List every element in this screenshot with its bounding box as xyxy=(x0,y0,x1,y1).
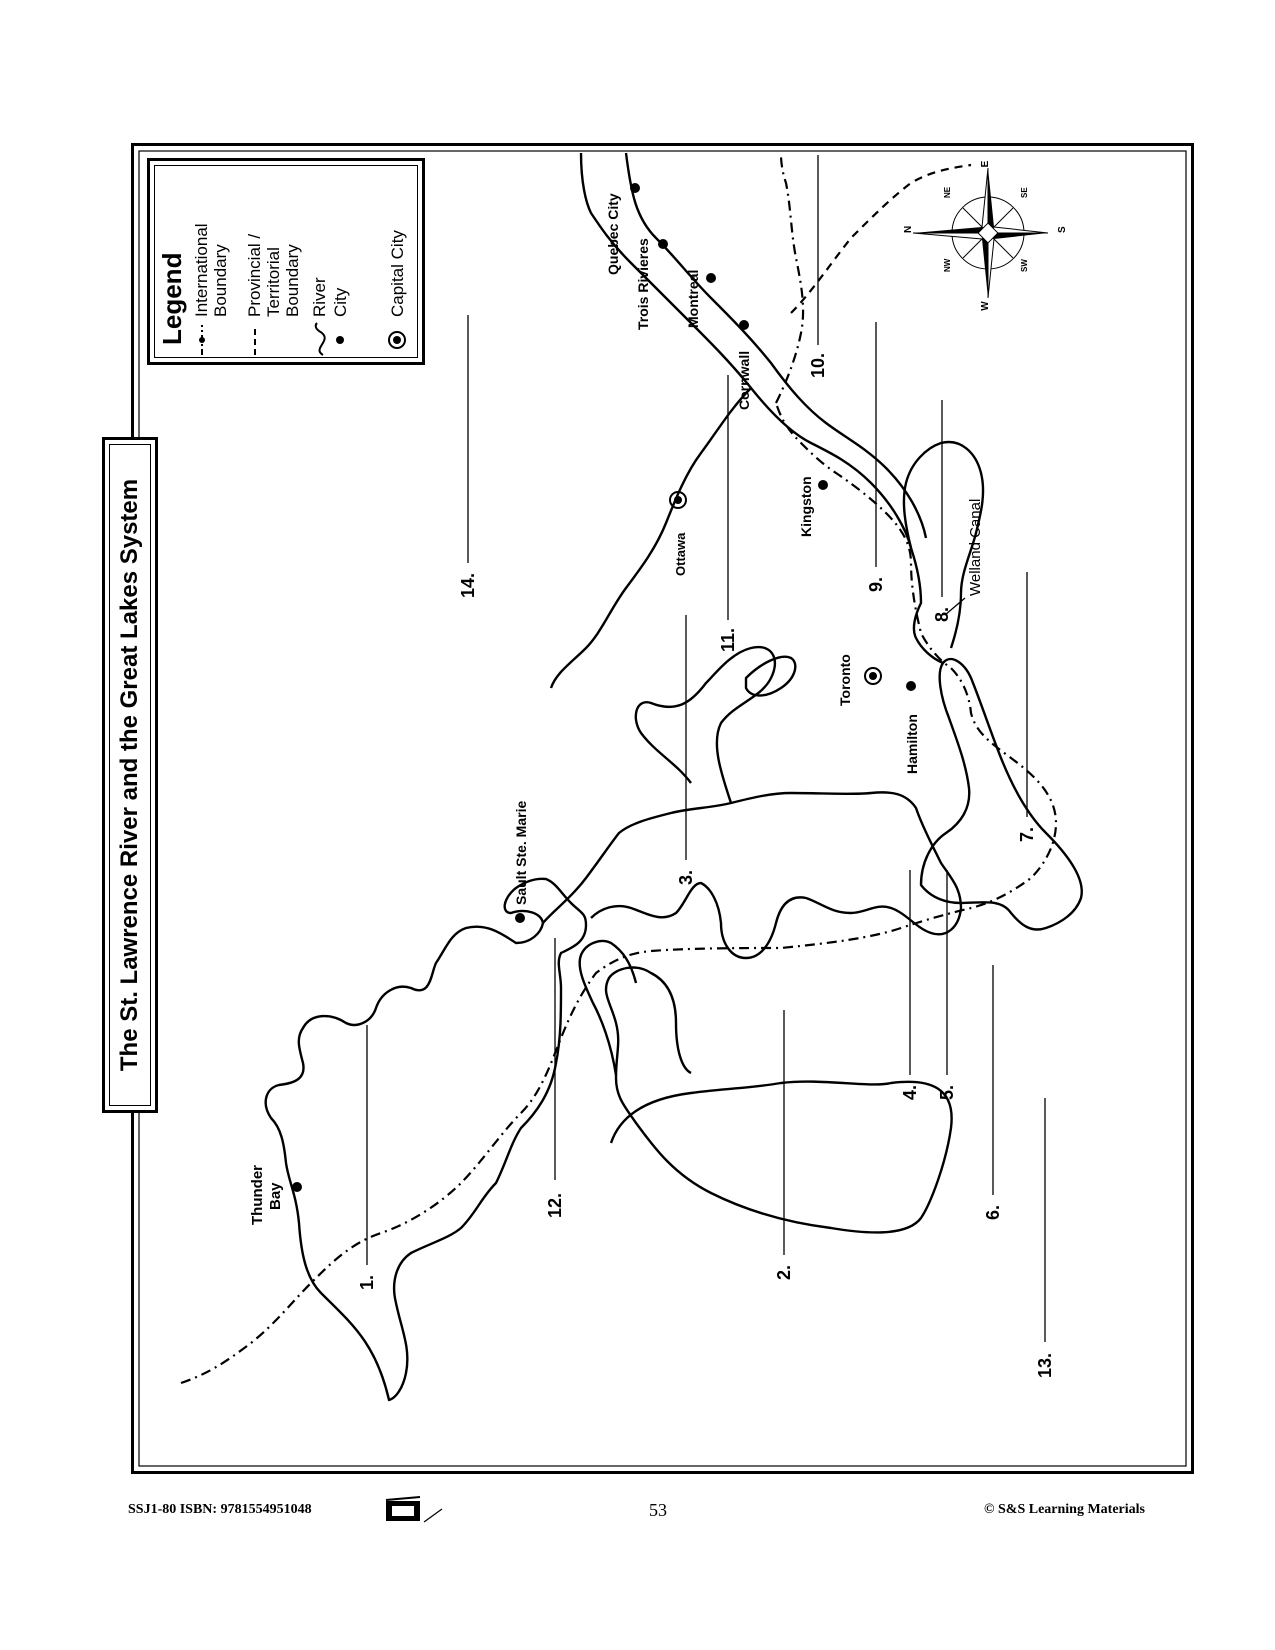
quebec-city-label: Quebec City xyxy=(605,193,621,275)
legend-capital-label: Capital City xyxy=(388,230,407,317)
thunder-bay-label-1: Thunder xyxy=(249,1165,266,1225)
quebec-city-marker xyxy=(630,183,640,193)
blank-14-number: 14. xyxy=(458,572,478,598)
kingston-marker xyxy=(818,480,828,490)
blank-6-number: 6. xyxy=(983,1204,1003,1220)
footer-copyright: © S&S Learning Materials xyxy=(984,1502,1145,1517)
blank-13-number: 13. xyxy=(1035,1352,1055,1378)
welland-canal-label: Welland Canal xyxy=(967,498,984,596)
blank-5-number: 5. xyxy=(937,1084,957,1100)
trois-rivieres-label: Trois Rivieres xyxy=(635,238,651,330)
compass-w: W xyxy=(980,301,991,311)
ottawa-label: Ottawa xyxy=(673,532,688,576)
blank-4-number: 4. xyxy=(900,1084,920,1100)
compass-nw: NW xyxy=(943,258,952,272)
montreal-label: Montreal xyxy=(685,269,701,328)
blank-2-number: 2. xyxy=(774,1264,794,1280)
sault-ste-marie-marker xyxy=(515,913,525,923)
legend-heading: Legend xyxy=(157,252,187,345)
book-icon xyxy=(384,1495,444,1525)
footer-page-number: 53 xyxy=(649,1500,667,1520)
compass-s: S xyxy=(1057,226,1068,233)
legend-provincial-line1: Provincial / xyxy=(245,233,264,317)
blank-3-number: 3. xyxy=(676,869,696,885)
toronto-label: Toronto xyxy=(837,654,853,706)
compass-e: E xyxy=(980,160,991,168)
kingston-label: Kingston xyxy=(798,476,814,537)
legend-provincial-line3: Boundary xyxy=(283,244,302,317)
thunder-bay-marker xyxy=(292,1182,302,1192)
legend-international-line1: International xyxy=(192,223,211,317)
compass-sw: SW xyxy=(1020,259,1029,272)
ottawa-capital-dot xyxy=(674,496,682,504)
compass-n: N xyxy=(903,225,914,233)
blank-11-number: 11. xyxy=(718,627,738,652)
blank-12-number: 12. xyxy=(545,1192,565,1218)
trois-rivieres-marker xyxy=(658,239,668,249)
blank-8-number: 8. xyxy=(932,606,952,622)
blank-1-number: 1. xyxy=(357,1274,377,1290)
compass-ne: NE xyxy=(943,186,952,198)
blank-10-number: 10. xyxy=(808,352,828,378)
cornwall-marker xyxy=(739,320,749,330)
map-title: The St. Lawrence River and the Great Lakes System xyxy=(116,478,143,1072)
thunder-bay-label-2: Bay xyxy=(267,1182,284,1210)
footer-isbn: SSJ1-80 ISBN: 9781554951048 xyxy=(128,1502,312,1517)
legend-river-label: River xyxy=(310,277,329,317)
toronto-capital-dot xyxy=(869,672,877,680)
blank-9-number: 9. xyxy=(866,576,886,592)
hamilton-label: Hamilton xyxy=(904,714,920,774)
hamilton-marker xyxy=(906,681,916,691)
legend-city-label: City xyxy=(331,287,350,317)
sault-ste-marie-label: Sault Ste. Marie xyxy=(513,800,529,905)
legend-provincial-line2: Territorial xyxy=(264,247,283,317)
montreal-marker xyxy=(706,273,716,283)
legend-international-line2: Boundary xyxy=(211,244,230,317)
compass-se: SE xyxy=(1020,187,1029,198)
cornwall-label: Cornwall xyxy=(736,350,752,410)
blank-7-number: 7. xyxy=(1017,826,1037,842)
